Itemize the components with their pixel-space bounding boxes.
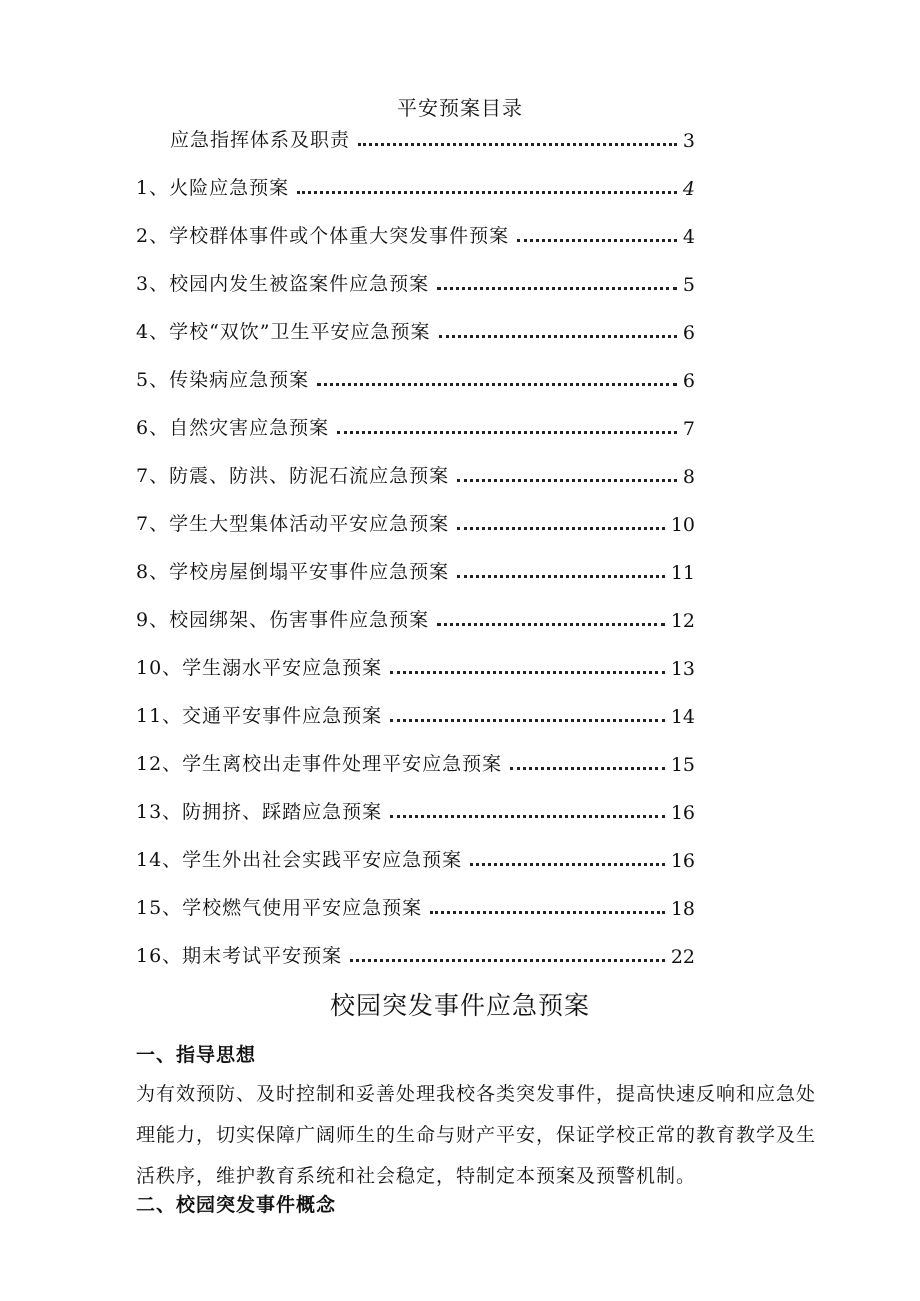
- toc-entry-label: 9、校园绑架、伤害事件应急预案: [136, 609, 430, 631]
- toc-entry[interactable]: [136, 504, 695, 536]
- toc-entry-page: 10: [670, 514, 695, 536]
- toc-entry[interactable]: [170, 120, 695, 152]
- toc-entry-label: 8、学校房屋倒塌平安事件应急预案: [136, 561, 450, 583]
- toc-leader-dots: [358, 131, 677, 146]
- document-title: 校园突发事件应急预案: [329, 991, 590, 1020]
- toc-entry-page: 18: [670, 898, 695, 920]
- toc-entry-label: 12、学生离校出走事件处理平安应急预案: [136, 753, 503, 775]
- toc-entry-page: 22: [670, 946, 695, 968]
- toc-entry[interactable]: [136, 312, 695, 344]
- toc-leader-dots: [337, 419, 677, 434]
- toc-entry-label: 7、防震、防洪、防泥石流应急预案: [136, 465, 450, 487]
- toc-entry-label: 14、学生外出社会实践平安应急预案: [136, 849, 463, 871]
- toc-entry-label: 7、学生大型集体活动平安应急预案: [136, 513, 450, 535]
- toc-leader-dots: [430, 899, 665, 914]
- toc-entry[interactable]: [136, 648, 695, 680]
- toc-entry[interactable]: [136, 888, 695, 920]
- toc-entry-page: 7: [682, 418, 695, 440]
- toc-entry[interactable]: [136, 360, 695, 392]
- toc-entry-label: 11、交通平安事件应急预案: [136, 705, 383, 727]
- toc-entry[interactable]: [136, 696, 695, 728]
- toc-leader-dots: [470, 851, 665, 866]
- toc-leader-dots: [510, 755, 665, 770]
- toc-entry-page: 13: [670, 658, 695, 680]
- toc-entry[interactable]: [136, 168, 695, 200]
- toc-entry-page: 4: [682, 178, 695, 200]
- toc-entry-label: 4、学校“双饮”卫生平安应急预案: [136, 321, 431, 343]
- toc-leader-dots: [457, 515, 665, 530]
- toc-leader-dots: [437, 611, 665, 626]
- toc-entry-label: 16、期末考试平安预案: [136, 945, 343, 967]
- toc-entry[interactable]: [136, 744, 695, 776]
- section-heading-guiding-ideology: 一、指导思想: [136, 1044, 257, 1066]
- toc-entry-label: 10、学生溺水平安应急预案: [136, 657, 383, 679]
- toc-entry[interactable]: [136, 552, 695, 584]
- toc-entry[interactable]: [136, 264, 695, 296]
- toc-entry[interactable]: [136, 408, 695, 440]
- paragraph-text: 为有效预防、及时控制和妥善处理我校各类突发事件，提高快速反响和应急处理能力，切实保障广阔师生的生命与财产平安，保证学校正常的教育教学及生活秩序，维护教育系统和社会稳定，特制定本预案及预警机制。: [136, 1083, 817, 1187]
- toc-entry-label: 3、校园内发生被盗案件应急预案: [136, 273, 430, 295]
- toc-entry-page: 3: [682, 130, 695, 152]
- toc-entry-label: 13、防拥挤、踩踏应急预案: [136, 801, 383, 823]
- toc-entry-label: 5、传染病应急预案: [136, 369, 310, 391]
- toc-entry-page: 16: [670, 802, 695, 824]
- toc-entry-page: 6: [682, 322, 695, 344]
- toc-entry[interactable]: [136, 936, 695, 968]
- toc-entry-page: 15: [670, 754, 695, 776]
- toc-leader-dots: [457, 563, 665, 578]
- toc-leader-dots: [350, 947, 665, 962]
- toc-entry-page: 16: [670, 850, 695, 872]
- toc-entry-page: 6: [682, 370, 695, 392]
- toc-leader-dots: [317, 371, 677, 386]
- toc-entry[interactable]: [136, 216, 695, 248]
- toc-leader-dots: [390, 659, 665, 674]
- toc-leader-dots: [390, 707, 665, 722]
- toc-entry-label: 6、自然灾害应急预案: [136, 417, 330, 439]
- toc-entry[interactable]: [136, 792, 695, 824]
- toc-leader-dots: [297, 179, 677, 194]
- toc-entry-page: 12: [670, 610, 695, 632]
- toc-entry[interactable]: [136, 456, 695, 488]
- toc-leader-dots: [437, 275, 677, 290]
- section-paragraph: [136, 1074, 828, 1197]
- toc-leader-dots: [390, 803, 665, 818]
- section-heading-incident-concept: 二、校园突发事件概念: [136, 1194, 337, 1216]
- toc-entry-page: 8: [682, 466, 695, 488]
- toc-entry[interactable]: [136, 600, 695, 632]
- toc-entry-page: 4: [682, 226, 695, 248]
- toc-entry-page: 11: [670, 562, 695, 584]
- toc-entry[interactable]: [136, 840, 695, 872]
- toc-entry-label: 应急指挥体系及职责: [170, 129, 351, 151]
- toc-entry-page: 5: [682, 274, 695, 296]
- toc-entry-label: 2、学校群体事件或个体重大突发事件预案: [136, 225, 510, 247]
- toc-entry-label: 1、火险应急预案: [136, 177, 290, 199]
- toc-entry-page: 14: [670, 706, 695, 728]
- toc-entry-label: 15、学校燃气使用平安应急预案: [136, 897, 423, 919]
- toc-leader-dots: [457, 467, 677, 482]
- toc-title: 平安预案目录: [397, 96, 523, 120]
- toc-leader-dots: [439, 323, 677, 338]
- toc-leader-dots: [517, 227, 677, 242]
